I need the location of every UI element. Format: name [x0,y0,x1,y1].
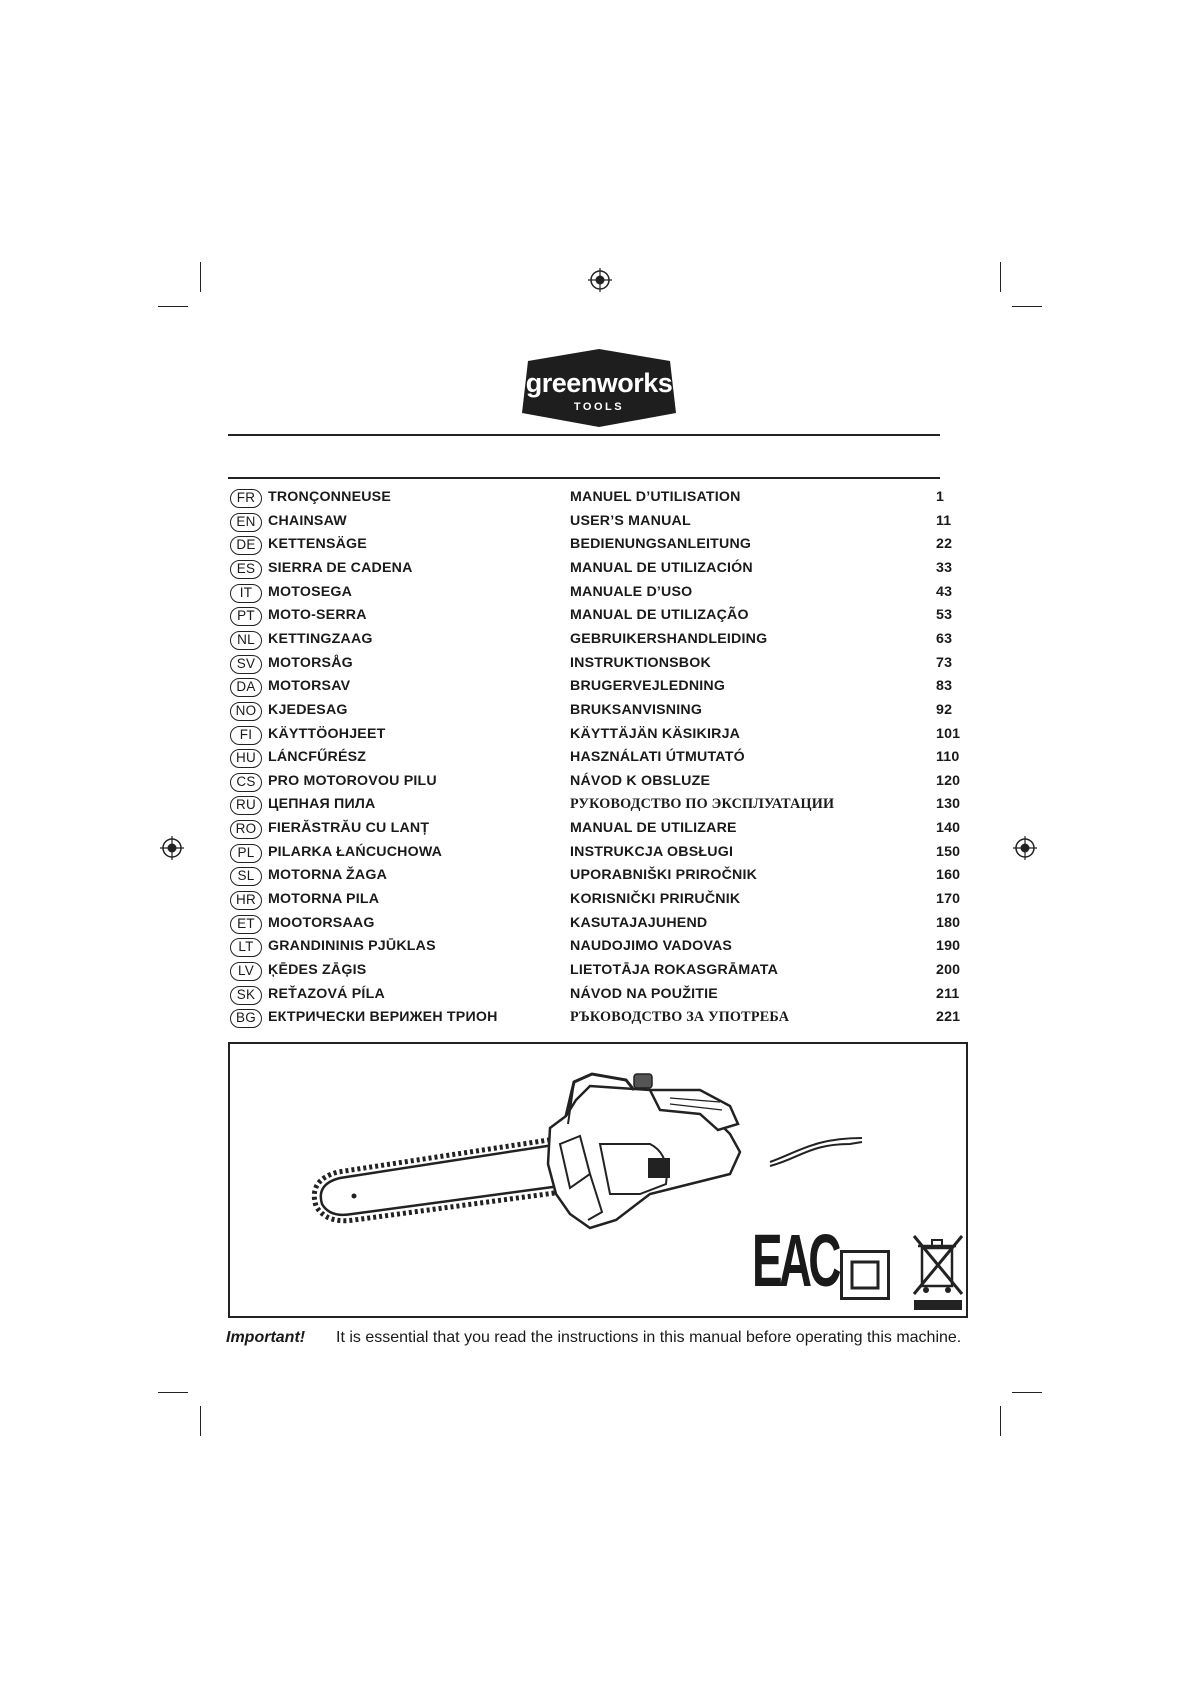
greenworks-logo [518,347,680,429]
product-name: FIERĂSTRĂU CU LANȚ [268,820,430,837]
product-image-frame [228,1042,968,1318]
language-row [230,795,960,818]
product-name: MOTO-SERRA [268,607,367,624]
manual-title: INSTRUKTIONSBOK [570,654,711,671]
language-row [230,677,960,700]
language-row [230,772,960,795]
page-number: 101 [936,725,961,742]
language-row [230,866,960,889]
language-row [230,488,960,511]
language-code-badge: DA [230,678,262,697]
page-number: 160 [936,867,961,884]
product-name: GRANDININIS PJŪKLAS [268,938,436,955]
product-name: MOOTORSAAG [268,914,375,931]
language-code-badge: ES [230,560,262,579]
product-name: PRO MOTOROVOU PILU [268,772,437,789]
product-name: MOTORNA ŽAGA [268,867,388,884]
language-row [230,630,960,653]
language-code-badge: SV [230,655,262,674]
product-name: KÄYTTÖOHJEET [268,725,386,742]
manual-title: HASZNÁLATI ÚTMUTATÓ [570,749,745,766]
language-code-badge: SK [230,986,262,1005]
eac-mark: EAC [752,1219,838,1302]
language-row [230,985,960,1008]
language-row [230,512,960,535]
language-row [230,725,960,748]
language-row [230,535,960,558]
product-name: SIERRA DE CADENA [268,559,413,576]
language-code-badge: ET [230,915,262,934]
manual-title: MANUAL DE UTILIZACIÓN [570,559,753,576]
language-row [230,843,960,866]
manual-title: MANUAL DE UTILIZARE [570,820,737,837]
language-row [230,890,960,913]
page-number: 22 [936,536,953,553]
weee-crossed-bin-icon [910,1232,968,1314]
manual-title: MANUAL DE UTILIZAÇÃO [570,607,749,624]
manual-title: UPORABNIŠKI PRIROČNIK [570,867,758,884]
language-code-badge: NO [230,702,262,721]
language-code-badge: PT [230,607,262,626]
crop-mark [1012,306,1042,307]
page-number: 73 [936,654,953,671]
page-number: 11 [936,512,952,529]
product-name: ЦЕПНАЯ ПИЛА [268,796,376,813]
language-row [230,583,960,606]
page-number: 33 [936,559,953,576]
manual-title: РЪКОВОДСТВО ЗА УПОТРЕБА [570,1009,790,1026]
manual-title: KORISNIČKI PRIRUČNIK [570,891,741,908]
registration-mark-icon [160,836,184,860]
manual-title: NAUDOJIMO VADOVAS [570,938,733,955]
crop-mark [1000,1406,1001,1436]
language-code-badge: FI [230,726,262,745]
language-code-badge: EN [230,513,262,532]
language-code-badge: HU [230,749,262,768]
manual-title: GEBRUIKERSHANDLEIDING [570,630,768,647]
brand-subtitle: TOOLS [573,401,625,413]
manual-title: MANUEL D’UTILISATION [570,489,741,505]
language-row [230,701,960,724]
product-name: TRONÇONNEUSE [268,489,392,505]
crop-mark [158,1392,188,1393]
manual-title: BRUKSANVISNING [570,701,703,718]
product-name: KETTENSÄGE [268,536,367,553]
language-code-badge: IT [230,584,262,603]
crop-mark [1012,1392,1042,1393]
double-insulation-icon [840,1250,890,1300]
language-code-badge: CS [230,773,262,792]
product-name: ЕКТРИЧЕСКИ ВЕРИЖЕН ТРИОН [268,1009,498,1026]
page-number: 1 [936,489,945,505]
language-code-badge: FR [230,489,262,508]
manual-title: MANUALE D’USO [570,583,693,600]
product-name: MOTORSAV [268,678,351,695]
crop-mark [200,262,201,292]
language-row [230,961,960,984]
language-row [230,1008,960,1031]
page-number: 180 [936,914,961,931]
registration-mark-icon [1013,836,1037,860]
manual-title: USER’S MANUAL [570,512,691,529]
crop-mark [158,306,188,307]
language-code-badge: LV [230,962,262,981]
language-code-badge: PL [230,844,262,863]
page-number: 92 [936,701,953,718]
manual-title: BRUGERVEJLEDNING [570,678,726,695]
language-code-badge: SL [230,867,262,886]
product-name: MOTOSEGA [268,583,353,600]
manual-title: BEDIENUNGSANLEITUNG [570,536,752,553]
page-number: 120 [936,772,961,789]
divider [228,434,940,436]
page-number: 53 [936,607,953,624]
crop-mark [200,1406,201,1436]
brand-name: greenworks [525,368,673,398]
language-row [230,559,960,582]
manual-title: NÁVOD K OBSLUZE [570,772,711,789]
page-number: 83 [936,678,953,695]
language-row [230,748,960,771]
language-code-badge: RO [230,820,262,839]
product-name: LÁNCFŰRÉSZ [268,749,367,766]
page-number: 130 [936,796,961,813]
manual-title: NÁVOD NA POUŽITIE [570,985,718,1002]
page-number: 211 [936,985,960,1002]
page-number: 150 [936,843,961,860]
crop-mark [1000,262,1001,292]
language-code-badge: RU [230,796,262,815]
manual-title: РУКОВОДСТВО ПО ЭКСПЛУАТАЦИИ [570,796,835,813]
language-row [230,819,960,842]
product-name: REŤAZOVÁ PÍLA [268,985,385,1002]
manual-title: INSTRUKCJA OBSŁUGI [570,843,734,860]
language-code-badge: LT [230,938,262,957]
language-row [230,606,960,629]
product-name: PILARKA ŁAŃCUCHOWA [268,843,443,860]
registration-mark-icon [588,268,612,292]
important-text: It is essential that you read the instructions in this manual before operating this machine. [336,1329,962,1346]
product-name: MOTORNA PILA [268,891,380,908]
page-number: 140 [936,820,961,837]
important-label: Important! [226,1329,306,1346]
product-name: KJEDESAG [268,701,348,718]
product-name: MOTORSÅG [268,654,353,671]
language-row [230,654,960,677]
page-number: 190 [936,938,961,955]
divider [228,477,940,479]
page-number: 170 [936,891,961,908]
page-number: 43 [936,583,953,600]
page-number: 63 [936,630,953,647]
language-row [230,937,960,960]
language-row [230,914,960,937]
product-name: ĶĒDES ZĀĢIS [268,962,367,978]
language-code-badge: DE [230,536,262,555]
manual-title: KASUTAJAJUHEND [570,914,708,931]
page-number: 200 [936,962,961,978]
language-code-badge: HR [230,891,262,910]
page-number: 110 [936,749,960,766]
page-number: 221 [936,1009,961,1026]
language-code-badge: NL [230,631,262,650]
manual-title: LIETOTĀJA ROKASGRĀMATA [570,962,779,978]
language-code-badge: BG [230,1009,262,1028]
manual-title: KÄYTTÄJÄN KÄSIKIRJA [570,725,741,742]
product-name: CHAINSAW [268,512,347,529]
product-name: KETTINGZAAG [268,630,373,647]
